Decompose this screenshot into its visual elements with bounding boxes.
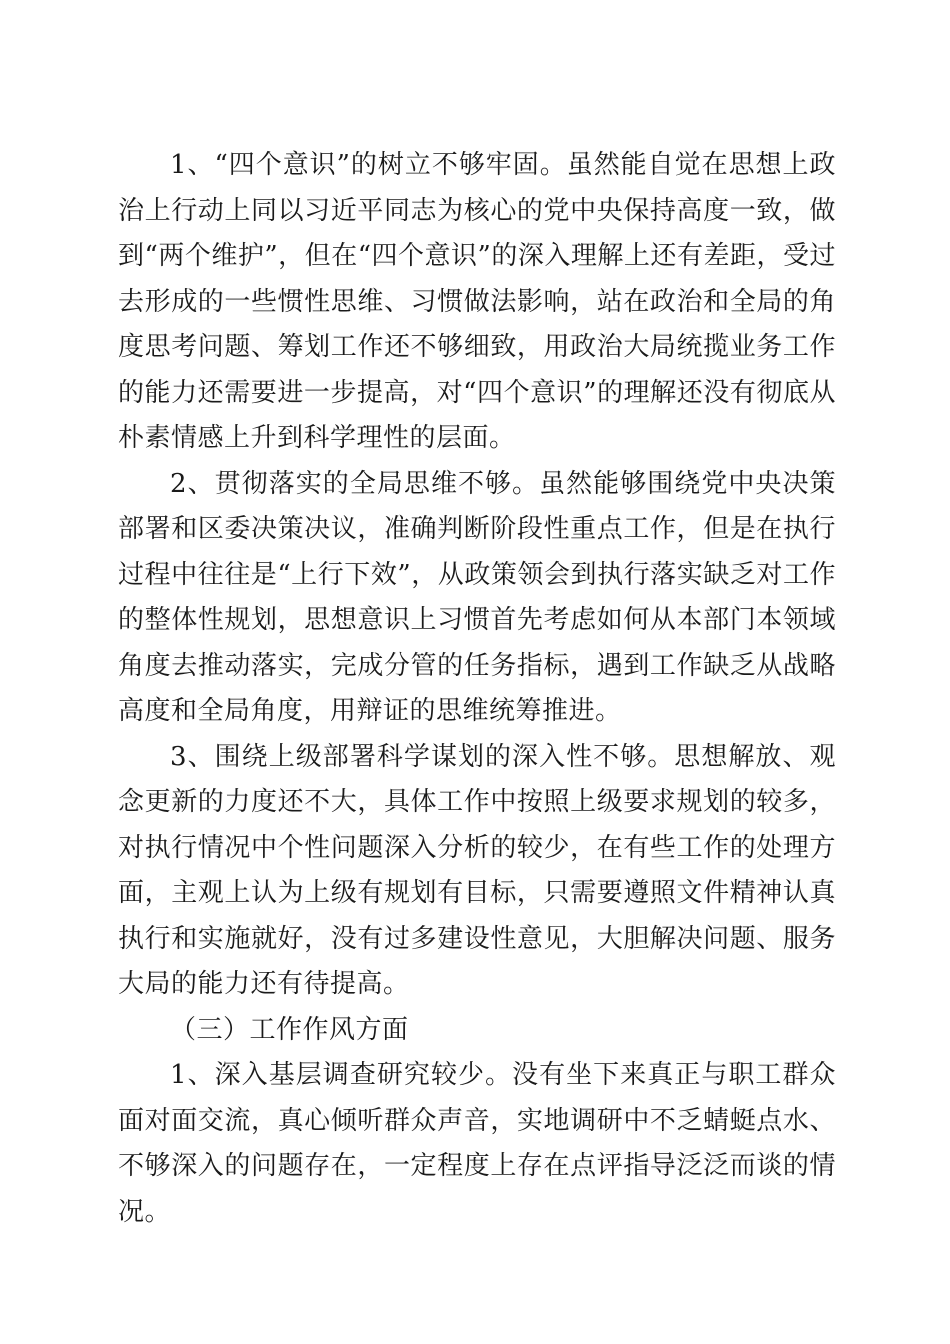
paragraph-1: 1、“四个意识”的树立不够牢固。虽然能自觉在思想上政治上行动上同以习近平同志为核心的党中央保持高度一致，做到“两个维护”，但在“四个意识”的深入理解上还有差距，受过去形成的一些惯性思维、习惯做法影响，站在政治和全局的角度思考问题、筹划工作还不够细致，用政治大局统揽业务工作的能力还需要进一步提高，对“四个意识”的理解还没有彻底从朴素情感上升到科学理性的层面。 (118, 150, 836, 453)
document-body (118, 143, 836, 1235)
paragraph-2: 2、贯彻落实的全局思维不够。虽然能够围绕党中央决策部署和区委决策决议，准确判断阶段性重点工作，但是在执行过程中往往是“上行下效”，从政策领会到执行落实缺乏对工作的整体性规划，思想意识上习惯首先考虑如何从本部门本领域角度去推动落实，完成分管的任务指标，遇到工作缺乏从战略高度和全局角度，用辩证的思维统筹推进。 (118, 468, 836, 726)
section-heading: （三）工作作风方面 (170, 1014, 409, 1045)
paragraph-3: 3、围绕上级部署科学谋划的深入性不够。思想解放、观念更新的力度还不大，具体工作中按照上级要求规划的较多，对执行情况中个性问题深入分析的较少，在有些工作的处理方面，主观上认为上级有规划有目标，只需要遵照文件精神认真执行和实施就好，没有过多建设性意见，大胆解决问题、服务大局的能力还有待提高。 (118, 741, 836, 999)
section-paragraph-1: 1、深入基层调查研究较少。没有坐下来真正与职工群众面对面交流，真心倾听群众声音，实地调研中不乏蜻蜓点水、不够深入的问题存在，一定程度上存在点评指导泛泛而谈的情况。 (118, 1060, 836, 1227)
